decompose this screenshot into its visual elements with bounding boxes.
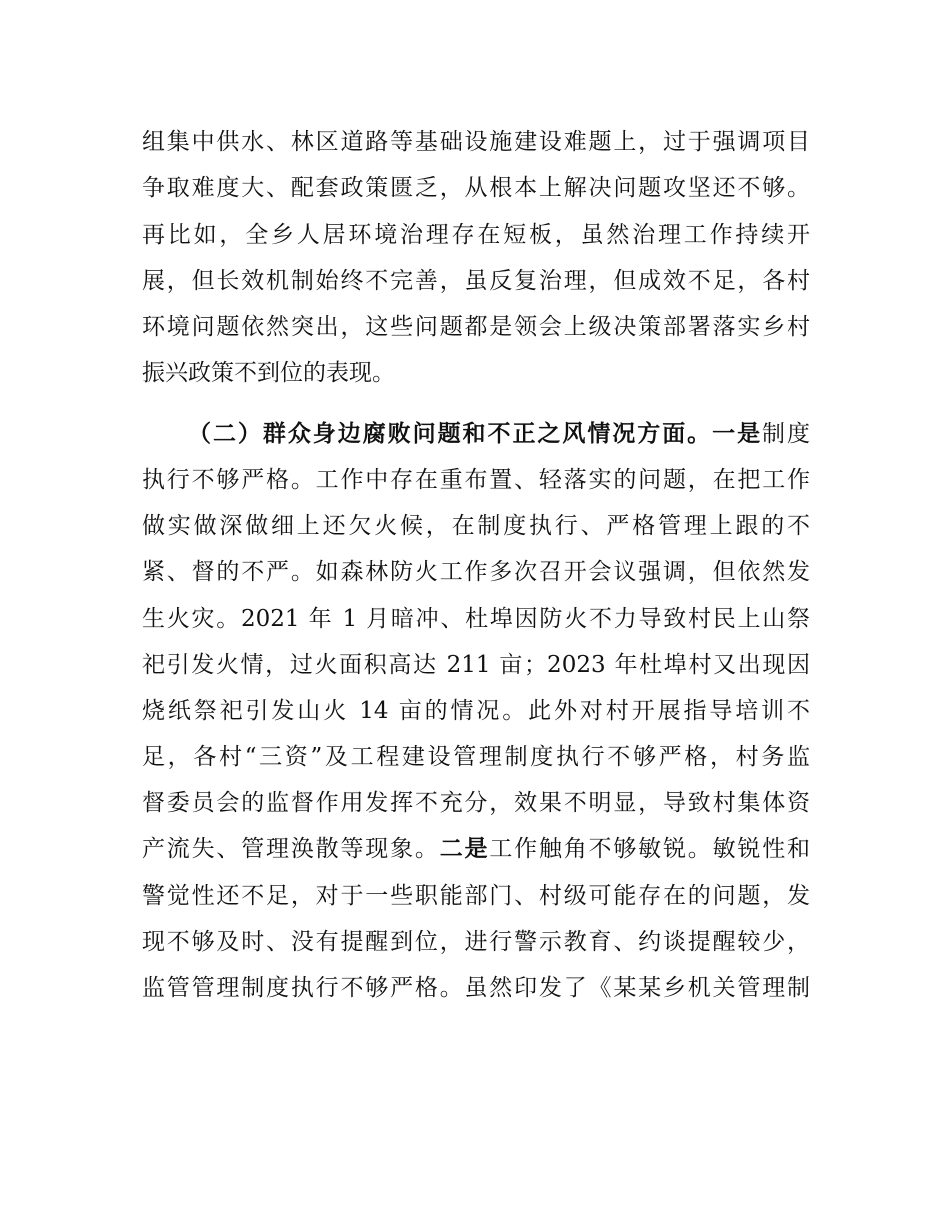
body-text-line: 足，各村“三资”及工程建设管理制度执行不够严格，村务监 bbox=[142, 744, 810, 770]
body-text-line: 紧、督的不严。如森林防火工作多次召开会议强调，但依然发 bbox=[142, 559, 810, 585]
body-text-line: 生火灾。2021 年 1 月暗冲、杜埠因防火不力导致村民上山祭 bbox=[142, 606, 810, 632]
body-text-line: 烧纸祭祀引发山火 14 亩的情况。此外对村开展指导培训不 bbox=[142, 698, 810, 724]
body-text-line: 现不够及时、没有提醒到位，进行警示教育、约谈提醒较少， bbox=[142, 929, 810, 955]
body-text-fragment: 产流失、管理涣散等现象。 bbox=[142, 836, 440, 862]
body-text-line: 督委员会的监督作用发挥不充分，效果不明显，导致村集体资 bbox=[142, 790, 810, 816]
body-text-line bbox=[142, 829, 810, 869]
body-text-line: 监管管理制度执行不够严格。虽然印发了《某某乡机关管理制 bbox=[142, 975, 810, 1001]
point-lead-label: 一是 bbox=[712, 421, 763, 447]
body-text-line: 展，但长效机制始终不完善，虽反复治理，但成效不足，各村 bbox=[142, 268, 810, 294]
body-text-fragment: 制度 bbox=[762, 421, 811, 447]
body-text-line: 执行不够严格。工作中存在重布置、轻落实的问题，在把工作 bbox=[142, 467, 810, 493]
body-text-line: 振兴政策不到位的表现。 bbox=[142, 360, 395, 386]
body-text-line: 警觉性还不足，对于一些职能部门、村级可能存在的问题，发 bbox=[142, 883, 810, 909]
body-text-line: 组集中供水、林区道路等基础设施建设难题上，过于强调项目 bbox=[142, 129, 810, 155]
section-heading-line bbox=[188, 414, 810, 454]
body-text-fragment: 工作触角不够敏锐。敏锐性和 bbox=[489, 836, 811, 862]
point-lead-label: 二是 bbox=[439, 836, 490, 862]
body-text-line: 争取难度大、配套政策匮乏，从根本上解决问题攻坚还不够。 bbox=[142, 175, 810, 201]
body-text-line: 做实做深做细上还欠火候，在制度执行、严格管理上跟的不 bbox=[142, 513, 810, 539]
section-heading: （二）群众身边腐败问题和不正之风情况方面。 bbox=[188, 421, 713, 447]
body-text-line: 祀引发火情，过火面积高达 211 亩；2023 年杜埠村又出现因 bbox=[142, 652, 810, 678]
body-text-line: 再比如，全乡人居环境治理存在短板，虽然治理工作持续开 bbox=[142, 222, 810, 248]
body-text-line: 环境问题依然突出，这些问题都是领会上级决策部署落实乡村 bbox=[142, 314, 810, 340]
